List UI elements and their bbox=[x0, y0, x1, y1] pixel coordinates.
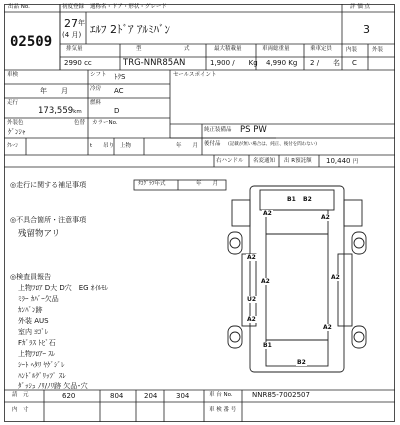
lot-number: 02509 bbox=[10, 34, 53, 50]
color-no-label: カラーNo. bbox=[92, 120, 118, 126]
inspector-line: ﾀﾞｯｼｭ ﾉﾘ/ﾉﾘ跡 欠品･穴 bbox=[18, 382, 88, 390]
damage-mark: B2 bbox=[303, 196, 312, 203]
inspector-title: ◎検査員報告 bbox=[10, 273, 52, 281]
mileage-value: 173,559 bbox=[38, 106, 74, 116]
max-load-value: 1,900 bbox=[210, 59, 231, 67]
damage-mark: A2 bbox=[323, 324, 332, 331]
damage-mark: A2 bbox=[331, 274, 340, 281]
color-change-label: 色替 bbox=[74, 120, 86, 126]
footer-value-1: 620 bbox=[62, 392, 76, 400]
recycle-fee bbox=[326, 158, 358, 166]
vehicle-diagram bbox=[228, 186, 366, 372]
inspector-line: 上物ﾌﾛｱｰ ｽﾚ bbox=[18, 350, 56, 358]
damage-mark: A2 bbox=[263, 210, 272, 217]
damage-mark: B2 bbox=[297, 359, 306, 366]
damage-mark: A2 bbox=[321, 214, 330, 221]
extra-label: 後付品 bbox=[204, 141, 221, 147]
inspector-line: ｶﾝﾊﾞﾝ跡 bbox=[18, 306, 43, 314]
inspector-line: 上物ﾌﾛｱ D大 D穴 EG ｵｲﾙﾓﾚ bbox=[18, 284, 109, 292]
displacement-label: 排気量 bbox=[66, 46, 83, 52]
capacity-value: 2 bbox=[310, 59, 315, 67]
footer-value-2: 804 bbox=[110, 392, 124, 400]
handle-side: 右ハンドル bbox=[216, 158, 244, 164]
inspector-line: ｼｰﾄ ﾍﾀﾘ ﾔｹﾞｼﾞﾚ bbox=[18, 361, 65, 369]
capacity-unit: / 名 bbox=[316, 59, 341, 67]
gross-weight-unit: Kg bbox=[288, 59, 298, 67]
recycle-fee-unit: 円 bbox=[352, 159, 359, 165]
footer-value-3: 204 bbox=[144, 392, 158, 400]
fuel-value: D bbox=[114, 107, 120, 115]
exterior-color: ｹﾞﾝｼｬ bbox=[8, 128, 26, 136]
displacement bbox=[64, 60, 92, 67]
inspector-line: 室内 ﾖｺﾞﾚ bbox=[18, 328, 49, 336]
damage-mark: B1 bbox=[263, 342, 272, 349]
reg-year-unit: 年 bbox=[78, 19, 85, 27]
reg-month: 4 bbox=[64, 31, 70, 39]
damage-mark: A2 bbox=[247, 254, 256, 261]
type-label: 型 bbox=[136, 46, 142, 52]
inspector-line: ﾐﾗｰ ｶﾊﾞｰ欠品 bbox=[18, 295, 59, 303]
interior-label: 内装 bbox=[346, 47, 358, 53]
defect-line: 残留物アリ bbox=[18, 229, 61, 239]
tacho-label: ﾀｺｸﾞﾗﾌ年式 bbox=[138, 181, 166, 187]
damage-mark: U2 bbox=[247, 296, 257, 303]
gross-weight-label: 車両総重量 bbox=[262, 46, 290, 52]
mileage-label: 走行 bbox=[7, 100, 19, 106]
capacity-label: 乗車定員 bbox=[310, 46, 333, 52]
chassis-label: 車 台 No. bbox=[209, 392, 233, 398]
equipment-label: 純正装備品 bbox=[204, 127, 232, 133]
defect-title: ◎不具合箇所・注意事項 bbox=[10, 216, 87, 224]
exterior-color-label: 外装色 bbox=[7, 120, 24, 126]
inspection-unit: 年 月 bbox=[40, 87, 68, 95]
inspector-line: 外装 AUS bbox=[18, 317, 49, 325]
top-unit: 年 月 bbox=[176, 143, 199, 149]
aircon-value: AC bbox=[114, 87, 124, 95]
model-label: 通称名・ドア・形状・グレード bbox=[90, 4, 167, 10]
exterior-label: 外装 bbox=[372, 47, 384, 53]
score-value: 3 bbox=[363, 23, 370, 36]
reg-year: 27 bbox=[64, 17, 78, 30]
inspector-line: Fｶﾞﾗｽ ﾄﾋﾞ石 bbox=[18, 339, 56, 347]
footer-value-4: 304 bbox=[176, 392, 190, 400]
mileage-unit: km bbox=[73, 109, 82, 115]
shift-value: ﾄｸS bbox=[114, 73, 126, 81]
fuel-label: 燃料 bbox=[90, 100, 102, 106]
interior-grade: C bbox=[352, 59, 357, 67]
damage-mark: A2 bbox=[261, 278, 270, 285]
shift-label: シフト bbox=[90, 72, 107, 78]
type-value: TRG-NNR85AN bbox=[123, 58, 186, 68]
damage-mark: B1 bbox=[287, 196, 296, 203]
inspector-line: ﾊﾝﾄﾞﾙｸﾞﾘｯﾌﾟ ｽﾚ bbox=[18, 372, 66, 380]
car-name: ｴﾙﾌ 2ﾄﾞｱ ｱﾙﾐﾊﾞﾝ bbox=[90, 23, 170, 36]
form-label: 式 bbox=[184, 46, 190, 52]
displacement-value: 2990 bbox=[64, 59, 82, 67]
displacement-unit: cc bbox=[84, 59, 92, 67]
chassis-no: NNR85-7002507 bbox=[252, 391, 310, 399]
gross-weight bbox=[266, 60, 297, 67]
recycle-fee-value: 10,440 bbox=[326, 157, 351, 165]
max-load bbox=[210, 60, 258, 67]
code-label: 車 検 番 号 bbox=[209, 407, 237, 413]
capacity bbox=[310, 60, 340, 67]
gross-weight-value: 4,990 bbox=[266, 59, 287, 67]
aircon-label: 冷房 bbox=[90, 86, 102, 92]
first-reg-label: 初度登録 bbox=[62, 4, 85, 10]
price-label: 請 元 bbox=[12, 392, 29, 398]
sales-point-label: セールスポイント bbox=[173, 72, 217, 78]
extra-note: (記載が無い場合は、純正、後付を問わない) bbox=[228, 142, 318, 147]
crane-label: ｸﾚｰﾝ bbox=[7, 143, 19, 149]
equipment-value: PS PW bbox=[240, 125, 267, 135]
transfer-label: 名変通知 bbox=[253, 158, 276, 164]
recycle-fee-label: 出 R預託額 bbox=[284, 158, 312, 164]
top-label: 上物 bbox=[120, 143, 132, 149]
max-load-unit: / Kg bbox=[232, 59, 258, 67]
reg-month-wrap: (4 月) bbox=[62, 31, 82, 39]
tacho-unit: 年 月 bbox=[196, 181, 219, 187]
inspection-label: 車検 bbox=[7, 72, 19, 78]
crane-unit: t 吊り bbox=[90, 143, 115, 149]
auction-sheet bbox=[4, 4, 395, 422]
supplement-title: ◎走行に関する補足事項 bbox=[10, 181, 87, 189]
content-label: 内 寸 bbox=[12, 407, 29, 413]
max-load-label: 最大積載量 bbox=[214, 46, 242, 52]
mileage bbox=[38, 107, 82, 116]
lot-label: 出品 No. bbox=[8, 4, 30, 10]
score-label: 評 価 点 bbox=[350, 4, 370, 10]
reg-month-unit: 月 bbox=[71, 31, 79, 39]
damage-mark: A2 bbox=[247, 316, 256, 323]
